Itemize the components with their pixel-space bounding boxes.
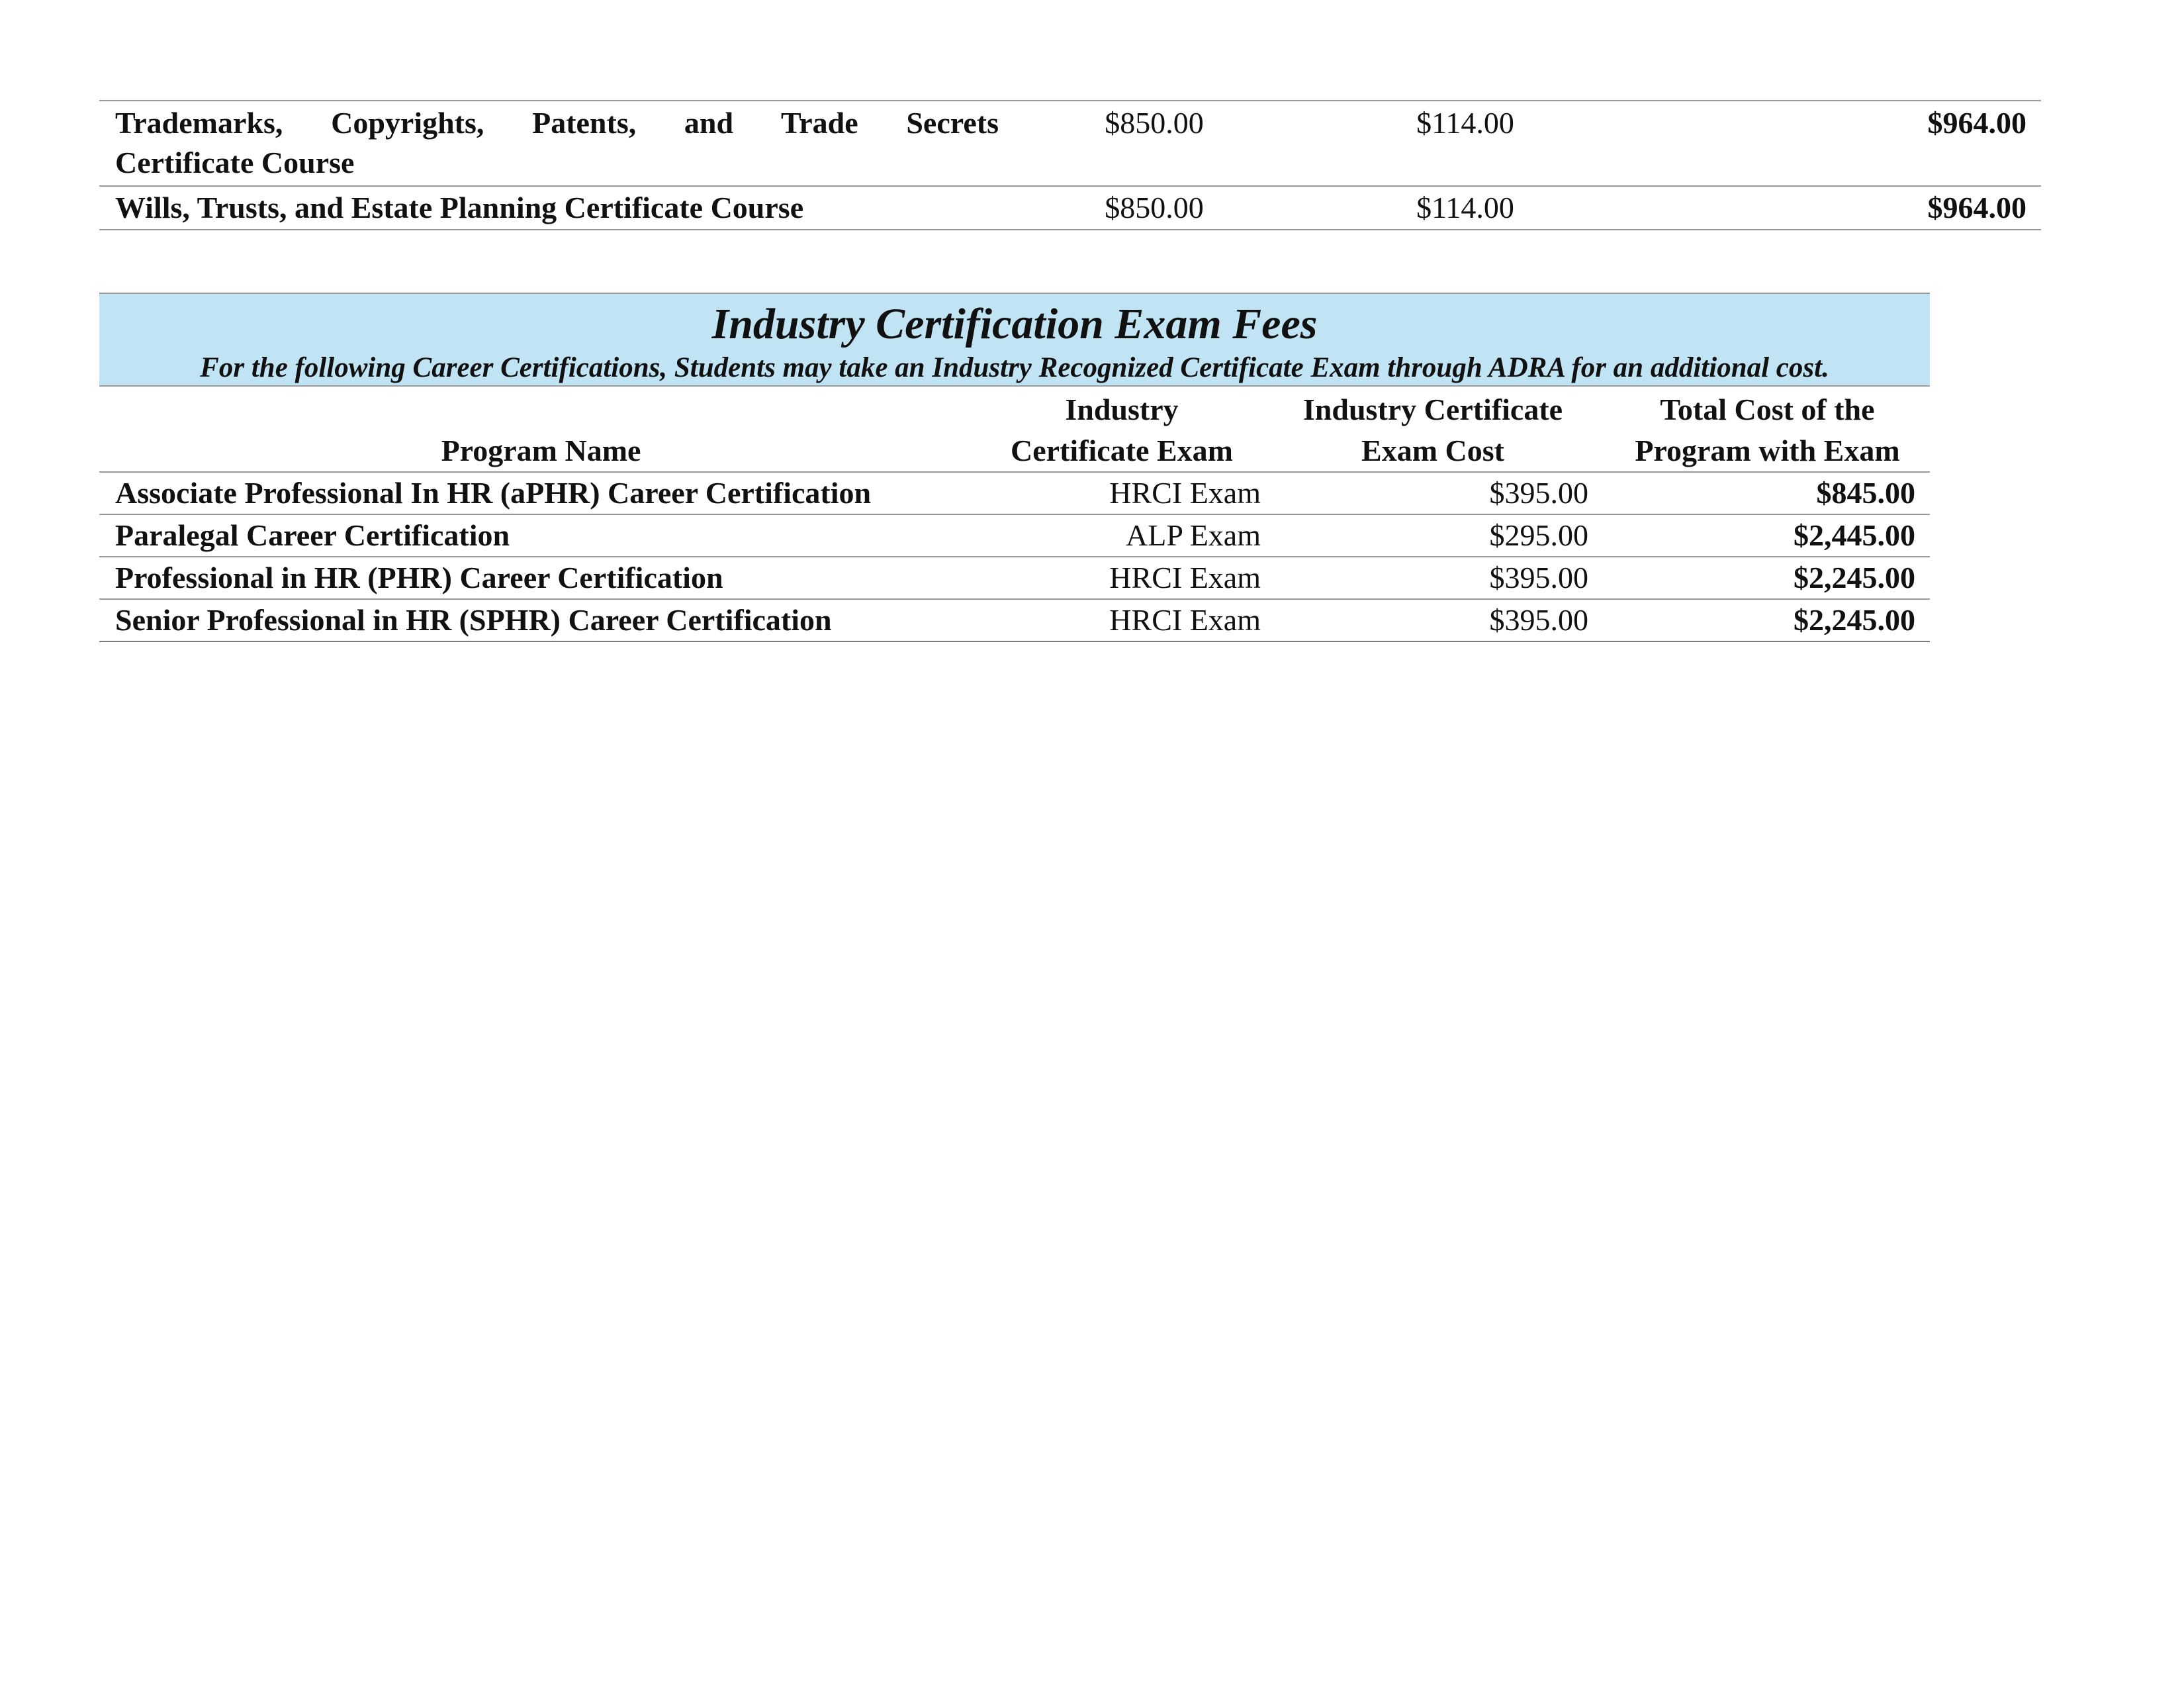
program-name-cell: Paralegal Career Certification	[99, 514, 983, 557]
header-label: Industry	[1065, 393, 1179, 426]
column-header-exam-cost	[1261, 387, 1605, 472]
course-name-line: Trademarks, Copyrights, Patents, and Trade Secrets	[115, 106, 999, 140]
header-label: Total Cost of the	[1660, 393, 1875, 426]
header-label: Industry Certificate	[1302, 393, 1563, 426]
exam-name-cell: HRCI Exam	[983, 472, 1261, 514]
exam-cost-cell: $395.00	[1261, 557, 1605, 599]
table-row	[99, 599, 1930, 641]
certification-exam-table	[99, 387, 1930, 642]
table-row	[99, 472, 1930, 514]
program-name-cell: Associate Professional In HR (aPHR) Career Certification	[99, 472, 983, 514]
exam-name-cell: HRCI Exam	[983, 557, 1261, 599]
course-total-cell: $964.00	[1927, 191, 2026, 224]
program-name-cell: Senior Professional in HR (SPHR) Career Certification	[99, 599, 983, 641]
industry-certification-section	[99, 293, 1930, 642]
course-price-cell: $850.00	[1105, 191, 1204, 224]
course-total-cell: $964.00	[1927, 106, 2026, 140]
course-name-line: Certificate Course	[115, 146, 355, 179]
table-row	[99, 514, 1930, 557]
table-header-row	[99, 387, 1930, 472]
column-header-program-name	[99, 387, 983, 472]
exam-cost-cell: $295.00	[1261, 514, 1605, 557]
header-label: Certificate Exam	[1011, 434, 1233, 467]
column-header-total-cost	[1605, 387, 1930, 472]
total-cost-cell: $2,245.00	[1605, 599, 1930, 641]
table-row	[99, 186, 2041, 230]
header-label: Program with Exam	[1635, 434, 1900, 467]
table-row	[99, 101, 2041, 186]
total-cost-cell: $2,445.00	[1605, 514, 1930, 557]
section-header-band	[99, 293, 1930, 387]
total-cost-cell: $845.00	[1605, 472, 1930, 514]
section-subtitle: For the following Career Certifications, Students may take an Industry Recognized Certificate Exam through ADRA for an additional cost.	[200, 352, 1829, 383]
course-price-cell: $850.00	[1105, 106, 1204, 140]
course-fee-cell: $114.00	[1416, 106, 1514, 140]
course-name-cell	[99, 101, 999, 186]
header-label: Program Name	[441, 434, 641, 467]
course-name-cell: Wills, Trusts, and Estate Planning Certificate Course	[115, 191, 804, 224]
exam-cost-cell: $395.00	[1261, 472, 1605, 514]
program-name-cell: Professional in HR (PHR) Career Certification	[99, 557, 983, 599]
exam-name-cell: HRCI Exam	[983, 599, 1261, 641]
course-fee-table	[99, 100, 2041, 230]
header-label: Exam Cost	[1361, 434, 1504, 467]
total-cost-cell: $2,245.00	[1605, 557, 1930, 599]
column-header-certificate-exam	[983, 387, 1261, 472]
course-fee-cell: $114.00	[1416, 191, 1514, 224]
exam-name-cell: ALP Exam	[983, 514, 1261, 557]
section-title: Industry Certification Exam Fees	[711, 300, 1318, 348]
exam-cost-cell: $395.00	[1261, 599, 1605, 641]
table-row	[99, 557, 1930, 599]
